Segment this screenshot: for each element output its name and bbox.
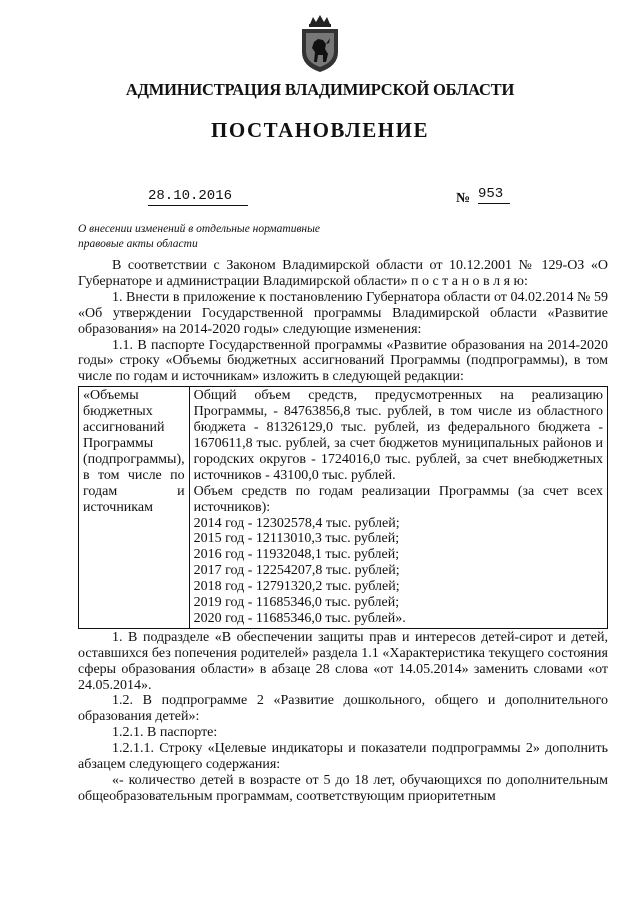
funding-by-years-intro: Объем средств по годам реализации Программы (за счет всех источников): bbox=[193, 483, 603, 515]
document-body bbox=[78, 258, 608, 805]
list-item: 2019 год - 11685346,0 тыс. рублей; bbox=[193, 595, 400, 611]
paragraph: 1.2.1. В паспорте: bbox=[112, 725, 218, 741]
list-item: 2014 год - 12302578,4 тыс. рублей; bbox=[193, 515, 400, 531]
list-item: 2020 год - 11685346,0 тыс. рублей». bbox=[193, 610, 406, 626]
funding-years-list bbox=[194, 516, 603, 627]
table-cell-label: «Объемы бюджетных ассигнований Программы (подпрограммы), в том числе по годам и источникам bbox=[79, 387, 190, 629]
paragraph: 1. В подразделе «В обеспечении защиты прав и интересов детей-сирот и детей, оставшихся без попечения родителей» раздела 1.1 «Характеристика текущего состояния сферы образования области» в абзаце 28 слова «от 14.05.2014» заменить словами «от 24.05.2014». bbox=[78, 629, 608, 693]
list-item: 2015 год - 12113010,3 тыс. рублей; bbox=[193, 531, 400, 547]
funding-total: Общий объем средств, предусмотренных на реализацию Программы, - 84763856,8 тыс. рублей, в том числе из областного бюджета - 81326129,0 тыс. рублей, из федерального бюджета - 1670611,8 тыс. рублей, за счет бюджетов муниципальных районов и городских округов - 1724016,0 тыс. рублей, за счет внебюджетных источников - 43100,0 тыс. рублей. bbox=[193, 388, 603, 483]
list-item: 2016 год - 11932048,1 тыс. рублей; bbox=[193, 547, 400, 563]
passport-table bbox=[78, 386, 608, 629]
subject-line: правовые акты области bbox=[78, 238, 198, 250]
paragraph: 1. Внести в приложение к постановлению Губернатора области от 04.02.2014 № 59 «Об утверждении Государственной программы Владимирской области «Развитие образования» на 2014-2020 годы» следующие изменения: bbox=[78, 289, 608, 337]
list-item: 2018 год - 12791320,2 тыс. рублей; bbox=[193, 579, 400, 595]
document-number: 953 bbox=[478, 186, 510, 204]
paragraph: «- количество детей в возрасте от 5 до 18 лет, обучающихся по дополнительным общеобразовательным программам, соответствующим приоритетным bbox=[78, 773, 608, 804]
document-type-title: ПОСТАНОВЛЕНИЕ bbox=[211, 118, 429, 142]
paragraph: В соответствии с Законом Владимирской области от 10.12.2001 № 129-ОЗ «О Губернаторе и администрации Владимирской области» п о с т а н о в л я ю: bbox=[78, 258, 608, 289]
paragraph: 1.2. В подпрограмме 2 «Развитие дошкольного, общего и дополнительного образования детей»: bbox=[78, 693, 608, 725]
document-subject bbox=[78, 222, 398, 252]
coat-of-arms-icon bbox=[296, 14, 344, 74]
paragraph: 1.2.1.1. Строку «Целевые индикаторы и показатели подпрограммы 2» дополнить абзацем следующего содержания: bbox=[78, 741, 608, 773]
table-cell-content bbox=[189, 387, 607, 629]
organization-title: АДМИНИСТРАЦИЯ ВЛАДИМИРСКОЙ ОБЛАСТИ bbox=[125, 80, 515, 99]
paragraph: 1.1. В паспорте Государственной программы «Развитие образования на 2014-2020 годы» строку «Объемы бюджетных ассигнований Программы (подпрограммы), в том числе по годам и источникам» изложить в следующей редакции: bbox=[78, 337, 608, 385]
document-date: 28.10.2016 bbox=[148, 188, 248, 206]
subject-line: О внесении изменений в отдельные нормативные bbox=[78, 223, 321, 235]
list-item: 2017 год - 12254207,8 тыс. рублей; bbox=[193, 563, 400, 579]
table-row bbox=[79, 387, 608, 629]
document-number-label: № bbox=[456, 191, 471, 206]
